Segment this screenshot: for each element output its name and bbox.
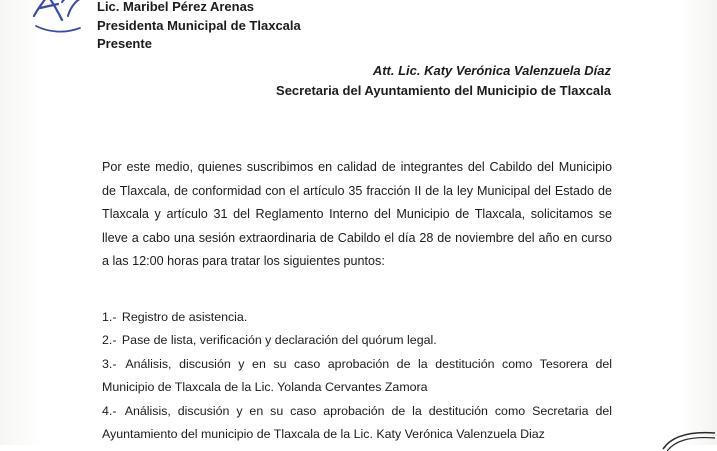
agenda-item-text: Análisis, discusión y en su caso aprobación de la destitución como Secretaria del Ayuntamiento del municipio de Tlaxcala de la Lic. Katy Verónica Valenzuela Diaz [102, 403, 612, 442]
agenda-item-number: 3.- [102, 356, 117, 371]
attention-position: Secretaria del Ayuntamiento del Municipio de Tlaxcala [276, 83, 611, 98]
agenda-item [102, 329, 612, 352]
body-paragraph: Por este medio, quienes suscribimos en calidad de integrantes del Cabildo del Municipio de Tlaxcala, de conformidad con el artículo 35 fracción II de la ley Municipal del Estado de Tlaxcala y artículo 31 del Reglamento Interno del Municipio de Tlaxcala, solicitamos se lleve a cabo una sesión extraordinaria de Cabildo el día 28 de noviembre del año en curso a las 12:00 horas para tratar los siguientes puntos: [102, 160, 612, 269]
agenda-item-number: 2.- [102, 333, 117, 348]
agenda-item-number: 4.- [102, 403, 117, 418]
addressee-block [97, 0, 301, 54]
agenda-item-text: Pase de lista, verificación y declaración del quórum legal. [121, 333, 437, 348]
addressee-name: Lic. Maribel Pérez Arenas [97, 0, 255, 14]
agenda-item-number: 1.- [102, 310, 117, 324]
agenda-item [102, 400, 612, 447]
agenda-item-text: Registro de asistencia. [121, 310, 248, 324]
addressee-greeting: Presente [97, 36, 152, 51]
agenda-item [102, 353, 612, 400]
agenda-item [102, 306, 612, 329]
attention-line: Att. Lic. Katy Verónica Valenzuela Díaz [372, 63, 611, 78]
agenda-item-text: Análisis, discusión y en su caso aprobación de la destitución como Tesorera del Municipio de Tlaxcala de la Lic. Yolanda Cervantes Zamora [102, 356, 612, 395]
agenda-list [102, 306, 612, 446]
attention-block [276, 61, 611, 101]
addressee-position: Presidenta Municipal de Tlaxcala [97, 17, 301, 33]
handwritten-stamp-mark [28, 0, 86, 48]
corner-stamp-mark [657, 427, 717, 451]
